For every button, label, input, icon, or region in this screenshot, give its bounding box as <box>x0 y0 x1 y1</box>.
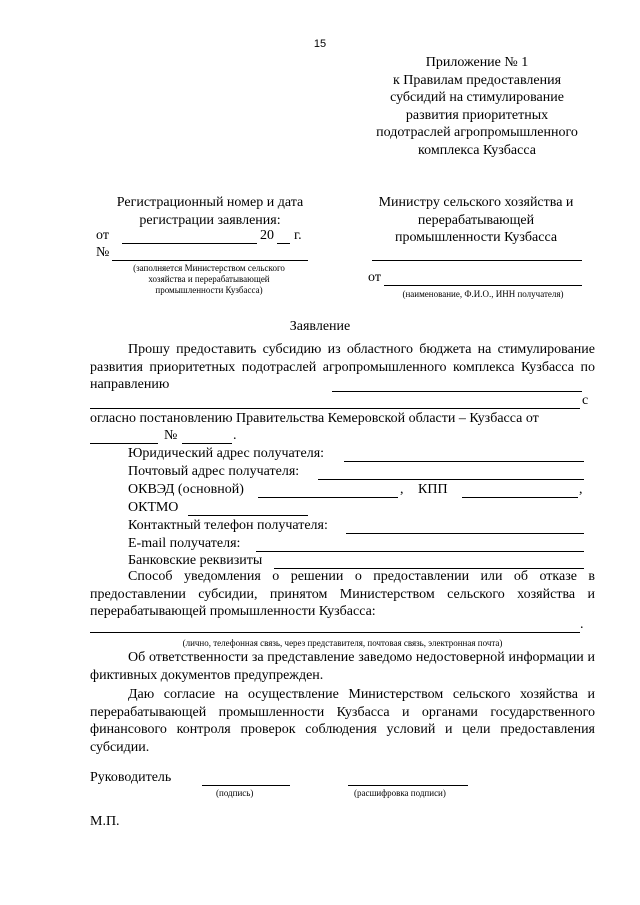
phone-label: Контактный телефон получателя: <box>128 518 328 533</box>
registration-date-field[interactable] <box>122 228 257 244</box>
bank-details-field[interactable] <box>274 553 584 569</box>
signature-decode-note: (расшифровка подписи) <box>354 788 446 798</box>
okved-label: ОКВЭД (основной) <box>128 482 244 497</box>
registration-year-suffix: г. <box>294 228 302 243</box>
stamp-label: М.П. <box>90 814 120 829</box>
addressee-from-label: от <box>368 270 381 285</box>
signature-field[interactable] <box>202 770 290 786</box>
email-field[interactable] <box>256 536 584 552</box>
page-number: 15 <box>313 38 327 50</box>
registration-note <box>96 263 322 296</box>
request-continuation-start: с <box>582 393 589 408</box>
addressee-name-field[interactable] <box>372 246 582 261</box>
addressee-note: (наименование, Ф.И.О., ИНН получателя) <box>402 289 564 299</box>
registration-number-field[interactable] <box>112 245 308 261</box>
registration-block <box>90 194 330 229</box>
registration-from-label: от <box>96 228 109 243</box>
applicant-field[interactable] <box>384 270 582 286</box>
addressee-line2: перерабатывающей <box>417 212 535 228</box>
registration-note-line: (заполняется Министерством сельского <box>133 263 285 273</box>
responsibility-paragraph: Об ответственности за представление заведомо недостоверной информации и фиктивных документов предупрежден. <box>90 650 595 683</box>
postal-address-field[interactable] <box>318 464 584 480</box>
addressee-block <box>346 194 606 247</box>
direction-field[interactable] <box>332 376 582 392</box>
okved-comma: , <box>400 482 404 497</box>
registration-number-label: № <box>96 245 110 260</box>
kpp-comma: , <box>579 482 583 497</box>
signature-note: (подпись) <box>216 788 254 798</box>
registration-note-line: промышленности Кузбасса) <box>155 285 263 295</box>
legal-address-field[interactable] <box>344 446 584 462</box>
registration-title-line1: Регистрационный номер и дата <box>116 195 304 210</box>
resolution-number-label: № <box>164 428 178 443</box>
oktmo-field[interactable] <box>188 500 308 516</box>
appendix-line: субсидий на стимулирование <box>390 90 564 105</box>
consent-paragraph: Даю согласие на осуществление Министерством сельского хозяйства и перерабатывающей промышленности Кузбасса и органами государственного финансового контроля проверок соблюдения условий и цели предоставления субсидии. <box>90 687 595 755</box>
request-continuation: огласно постановлению Правительства Кемеровской области – Кузбасса от <box>90 411 539 426</box>
appendix-line: развития приоритетных <box>405 107 549 123</box>
appendix-heading <box>356 54 598 159</box>
registration-year-field[interactable] <box>277 228 290 244</box>
direction-field-continued[interactable] <box>90 393 580 409</box>
request-text: Прошу предоставить субсидию из областного бюджета на стимулирование развития приоритетных подотраслей агропромышленного комплекса Кузбасса по направлению <box>90 342 595 393</box>
notification-note: (лично, телефонная связь, через представителя, почтовая связь, электронная почта) <box>182 638 503 648</box>
registration-year-label: 20 <box>260 228 274 243</box>
addressee-line1: Министру сельского хозяйства и <box>378 195 574 210</box>
resolution-date-field[interactable] <box>90 428 158 444</box>
registration-note-line: хозяйства и перерабатывающей <box>148 274 270 284</box>
email-label: E-mail получателя: <box>128 536 241 551</box>
appendix-line: Приложение № 1 <box>425 55 529 70</box>
legal-address-label: Юридический адрес получателя: <box>128 446 325 461</box>
resolution-period: . <box>233 428 237 443</box>
appendix-line: подотраслей агропромышленного <box>376 125 578 140</box>
appendix-line: к Правилам предоставления <box>392 72 562 88</box>
addressee-line3: промышленности Кузбасса <box>394 230 558 245</box>
notification-paragraph: Способ уведомления о решении о предоставлении или об отказе в предоставлении субсидии, принятом Министерством сельского хозяйства и перерабатывающей промышленности Кузбасса: <box>90 569 595 620</box>
kpp-field[interactable] <box>462 482 578 498</box>
notification-period: . <box>580 617 584 632</box>
resolution-number-field[interactable] <box>182 428 232 444</box>
signature-decode-field[interactable] <box>348 770 468 786</box>
postal-address-label: Почтовый адрес получателя: <box>128 464 300 479</box>
notification-method-field[interactable] <box>90 617 580 633</box>
kpp-label: КПП <box>418 482 448 497</box>
registration-title-line2: регистрации заявления: <box>139 212 281 228</box>
appendix-line: комплекса Кузбасса <box>418 142 536 158</box>
head-label: Руководитель <box>90 770 172 785</box>
okved-field[interactable] <box>258 482 398 498</box>
bank-details-label: Банковские реквизиты <box>128 553 263 568</box>
document-title: Заявление <box>289 319 351 334</box>
phone-field[interactable] <box>346 518 584 534</box>
oktmo-label: ОКТМО <box>128 500 179 515</box>
